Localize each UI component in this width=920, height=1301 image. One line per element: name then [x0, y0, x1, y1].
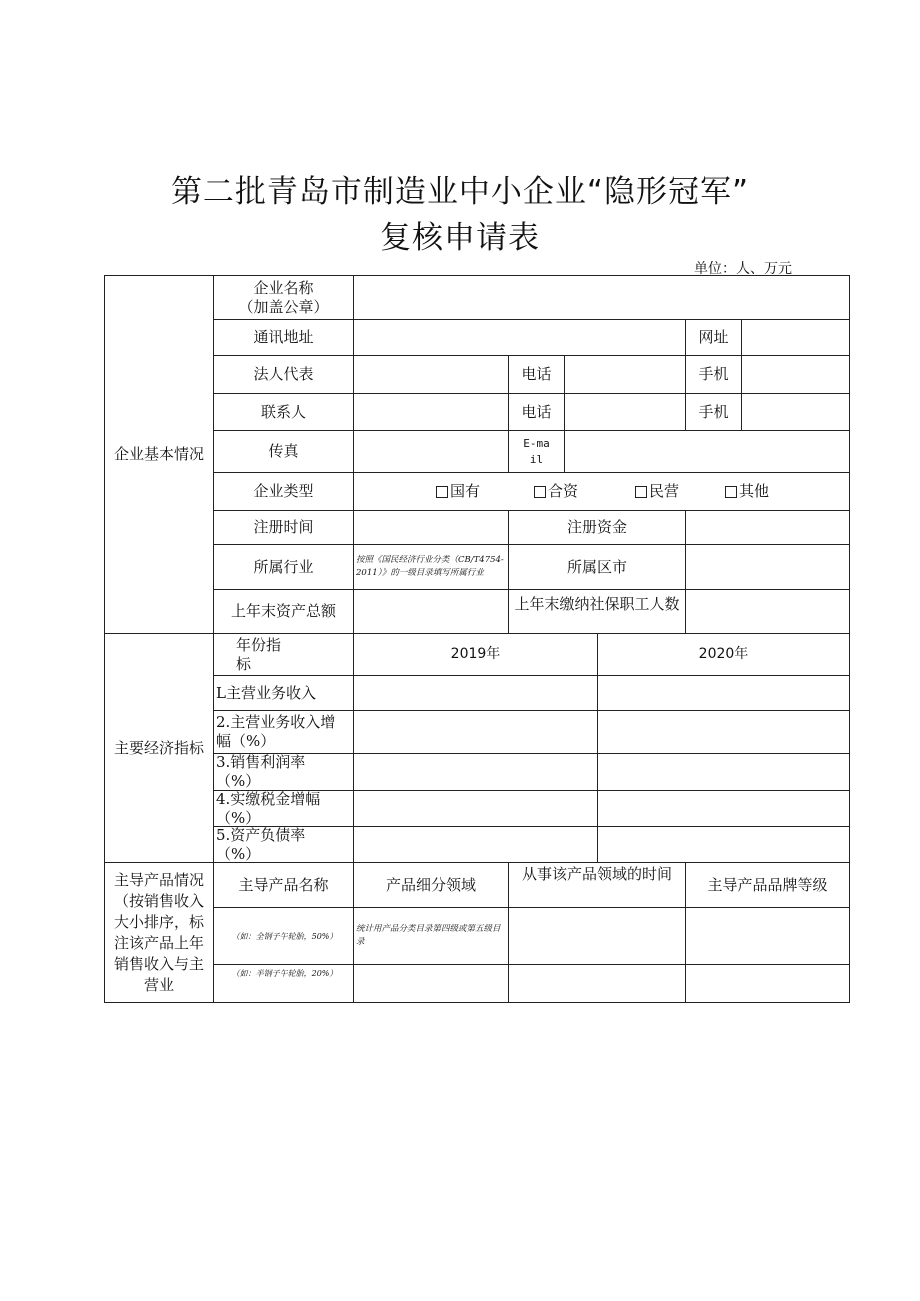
product-2-example: （如：半钢子午轮胎，20%） [213, 964, 354, 1003]
indicator-1-2020[interactable] [597, 675, 850, 711]
checkbox-icon[interactable] [534, 486, 546, 498]
insured-workers-label: 上年末缴纳社保职工人数 [508, 589, 686, 634]
address-field[interactable] [353, 319, 686, 356]
indicator-2-2019[interactable] [353, 710, 598, 754]
legal-rep-mobile-field[interactable] [741, 355, 850, 394]
fax-field[interactable] [353, 430, 509, 473]
insured-workers-field[interactable] [685, 589, 850, 634]
total-assets-label: 上年末资产总额 [213, 589, 354, 634]
type-option-private[interactable]: 民营 [635, 473, 679, 510]
product-1-brand-field[interactable] [685, 907, 850, 965]
industry-label: 所属行业 [213, 544, 354, 590]
col-product-time: 从事该产品领域的时间 [508, 862, 686, 908]
indicator-2-2020[interactable] [597, 710, 850, 754]
indicator-row-2: 2.主营业务收入增 幅（%） [213, 710, 354, 754]
reg-time-label: 注册时间 [213, 510, 354, 545]
indicator-3-2020[interactable] [597, 753, 850, 791]
contact-mobile-field[interactable] [741, 393, 850, 431]
indicator-row-4: 4.实缴税金增幅 （%） [213, 790, 354, 827]
form-title-line2: 复核申请表 [380, 220, 540, 256]
district-field[interactable] [685, 544, 850, 590]
type-option-state[interactable]: 国有 [436, 473, 480, 510]
checkbox-icon[interactable] [635, 486, 647, 498]
fax-label: 传真 [213, 430, 354, 473]
unit-label: 单位：人、万元 [694, 261, 792, 277]
contact-field[interactable] [353, 393, 509, 431]
indicator-1-2019[interactable] [353, 675, 598, 711]
type-option-other[interactable]: 其他 [725, 473, 769, 510]
col-product-brand: 主导产品品牌等级 [685, 862, 850, 908]
legal-rep-label: 法人代表 [213, 355, 354, 394]
legal-rep-field[interactable] [353, 355, 509, 394]
total-assets-field[interactable] [353, 589, 509, 634]
product-field-hint: 统计用产品分类目录第四级或第五级目录 [353, 907, 509, 965]
reg-time-field[interactable] [353, 510, 509, 545]
year-2019-header: 2019年 [353, 633, 598, 676]
year-indicator-corner: 年份指 标 [213, 633, 354, 676]
product-2-brand-field[interactable] [685, 964, 850, 1003]
product-1-example: （如：全钢子午轮胎，50%） [213, 907, 354, 965]
industry-hint: 按照《国民经济行业分类（CB/T4754-2011）》的一级目录填写所属行业 [353, 544, 509, 590]
indicator-row-3: 3.销售利润率 （%） [213, 753, 354, 791]
contact-phone-label: 电话 [508, 393, 565, 431]
product-1-time-field[interactable] [508, 907, 686, 965]
company-type-options [353, 472, 850, 511]
website-field[interactable] [741, 319, 850, 356]
email-field[interactable] [564, 430, 850, 473]
website-label: 网址 [685, 319, 742, 356]
reg-capital-label: 注册资金 [508, 510, 686, 545]
product-2-field[interactable] [353, 964, 509, 1003]
contact-mobile-label: 手机 [685, 393, 742, 431]
year-2020-header: 2020年 [597, 633, 850, 676]
form-title-line1: 第二批青岛市制造业中小企业“隐形冠军” [170, 174, 750, 210]
indicator-5-2019[interactable] [353, 826, 598, 863]
indicator-row-1: L主营业务收入 [213, 675, 354, 711]
indicator-4-2020[interactable] [597, 790, 850, 827]
contact-phone-field[interactable] [564, 393, 686, 431]
col-product-name: 主导产品名称 [213, 862, 354, 908]
legal-rep-phone-field[interactable] [564, 355, 686, 394]
section-econ-label: 主要经济指标 [104, 633, 214, 863]
contact-label: 联系人 [213, 393, 354, 431]
address-label: 通讯地址 [213, 319, 354, 356]
company-name-field[interactable] [353, 275, 850, 320]
legal-rep-mobile-label: 手机 [685, 355, 742, 394]
indicator-5-2020[interactable] [597, 826, 850, 863]
product-2-time-field[interactable] [508, 964, 686, 1003]
indicator-row-5: 5.资产负债率 （%） [213, 826, 354, 863]
company-name-label: 企业名称 （加盖公章） [213, 275, 354, 320]
checkbox-icon[interactable] [725, 486, 737, 498]
district-label: 所属区市 [508, 544, 686, 590]
section-basic-label: 企业基本情况 [104, 275, 214, 634]
indicator-4-2019[interactable] [353, 790, 598, 827]
checkbox-icon[interactable] [436, 486, 448, 498]
reg-capital-field[interactable] [685, 510, 850, 545]
col-product-field: 产品细分领域 [353, 862, 509, 908]
email-label: E-ma il [508, 430, 565, 473]
company-type-label: 企业类型 [213, 472, 354, 511]
legal-rep-phone-label: 电话 [508, 355, 565, 394]
type-option-jv[interactable]: 合资 [534, 473, 578, 510]
indicator-3-2019[interactable] [353, 753, 598, 791]
section-products-label: 主导产品情况 （按销售收入 大小排序，标 注该产品上年 销售收入与主 营业 [104, 862, 214, 1003]
